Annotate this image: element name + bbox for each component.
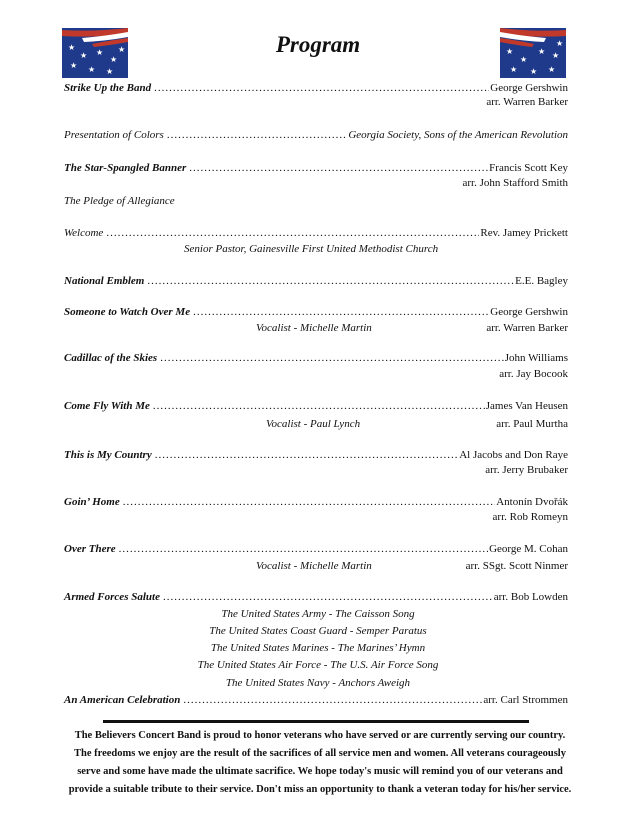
dot-leader (163, 589, 493, 605)
closing-line: The freedoms we enjoy are the result of the sacrifices of all service men and women. All veterans courageously (74, 748, 566, 759)
salute-song: The United States Coast Guard - Semper Paratus (209, 625, 427, 637)
item-arranger: arr. Warren Barker (486, 96, 568, 108)
program-item (64, 304, 568, 320)
salute-song: The United States Navy - Anchors Aweigh (225, 677, 411, 689)
item-composer: George Gershwin (490, 306, 568, 318)
svg-text:★: ★ (538, 47, 546, 56)
program-item (64, 398, 568, 414)
item-arranger: arr. Warren Barker (486, 322, 568, 334)
item-subtitle: Senior Pastor, Gainesville First United Methodist Church (184, 243, 439, 255)
item-arranger: arr. SSgt. Scott Ninmer (465, 560, 568, 572)
program-item (64, 273, 568, 289)
item-title: Welcome (64, 227, 104, 239)
dot-leader (167, 127, 348, 143)
item-title: Armed Forces Salute (64, 591, 160, 603)
dot-leader (147, 273, 514, 289)
item-composer: George Gershwin (490, 82, 568, 94)
item-composer: George M. Cohan (489, 543, 568, 555)
program-item (64, 589, 568, 605)
svg-text:★: ★ (118, 45, 126, 54)
svg-text:★: ★ (80, 51, 88, 60)
item-title: Cadillac of the Skies (64, 352, 158, 364)
item-arranger: arr. Bob Lowden (493, 591, 568, 603)
dot-leader (183, 692, 482, 708)
svg-text:★: ★ (70, 61, 78, 70)
svg-text:★: ★ (96, 48, 104, 57)
closing-statement (40, 727, 600, 799)
item-title: Over There (64, 543, 116, 555)
item-title: Goin’ Home (64, 496, 120, 508)
program-item (64, 350, 568, 366)
item-composer: Francis Scott Key (489, 162, 568, 174)
item-composer: James Van Heusen (485, 400, 568, 412)
svg-text:★: ★ (552, 51, 560, 60)
program-item (64, 160, 568, 176)
item-composer: John Williams (504, 352, 568, 364)
item-vocalist: Vocalist - Michelle Martin (256, 322, 372, 334)
svg-text:★: ★ (520, 55, 528, 64)
svg-text:★: ★ (88, 65, 96, 74)
program-item (64, 127, 568, 143)
dot-leader (193, 304, 489, 320)
program-item (64, 541, 568, 557)
item-title: The Pledge of Allegiance (64, 195, 175, 207)
item-arranger: arr. Jay Bocook (499, 368, 568, 380)
divider (103, 720, 529, 723)
dot-leader (154, 80, 489, 96)
svg-text:★: ★ (548, 65, 556, 74)
item-arranger: arr. Jerry Brubaker (485, 464, 568, 476)
program-item (64, 447, 568, 463)
item-arranger: arr. Rob Romeyn (492, 511, 568, 523)
item-composer: E.E. Bagley (515, 275, 568, 287)
svg-text:★: ★ (510, 65, 518, 74)
dot-leader (153, 398, 485, 414)
svg-text:★: ★ (556, 39, 564, 48)
closing-line: serve and some have made the ultimate sacrifice. We hope today's music will remind you of our veterans and (77, 766, 563, 777)
svg-text:★: ★ (106, 67, 114, 76)
item-title: This is My Country (64, 449, 152, 461)
dot-leader (155, 447, 459, 463)
item-composer: Antonín Dvořák (496, 496, 568, 508)
item-title: Strike Up the Band (64, 82, 152, 94)
item-speaker: Rev. Jamey Prickett (480, 227, 568, 239)
item-presenter: Georgia Society, Sons of the American Revolution (348, 129, 568, 141)
page-title: Program (275, 32, 361, 57)
svg-text:★: ★ (68, 43, 76, 52)
item-title: Presentation of Colors (64, 129, 164, 141)
program-item (64, 225, 568, 241)
item-title: Someone to Watch Over Me (64, 306, 191, 318)
closing-line: The Believers Concert Band is proud to honor veterans who have served or are currently serving our country. (74, 730, 566, 741)
item-vocalist: Vocalist - Paul Lynch (266, 418, 361, 430)
dot-leader (123, 494, 495, 510)
item-vocalist: Vocalist - Michelle Martin (256, 560, 372, 572)
item-title: Come Fly With Me (64, 400, 150, 412)
program-item (64, 494, 568, 510)
item-arranger: arr. John Stafford Smith (462, 177, 568, 189)
item-arranger: arr. Paul Murtha (496, 418, 568, 430)
dot-leader (106, 225, 479, 241)
salute-song: The United States Army - The Caisson Song (221, 608, 415, 620)
dot-leader (160, 350, 504, 366)
item-composer: Al Jacobs and Don Raye (459, 449, 568, 461)
closing-line: provide a suitable tribute to their service. Don't miss an opportunity to thank a veteran today for his/her service. (68, 784, 572, 795)
dot-leader (189, 160, 488, 176)
item-title: National Emblem (64, 275, 145, 287)
item-title: An American Celebration (64, 694, 181, 706)
salute-song: The United States Air Force - The U.S. Air Force Song (197, 659, 439, 671)
dot-leader (119, 541, 488, 557)
svg-text:★: ★ (110, 55, 118, 64)
item-arranger: arr. Carl Strommen (483, 694, 568, 706)
salute-song: The United States Marines - The Marines’ Hymn (210, 642, 426, 654)
item-title: The Star-Spangled Banner (64, 162, 187, 174)
program-item (64, 692, 568, 708)
svg-text:★: ★ (506, 47, 514, 56)
svg-text:★: ★ (530, 67, 538, 76)
